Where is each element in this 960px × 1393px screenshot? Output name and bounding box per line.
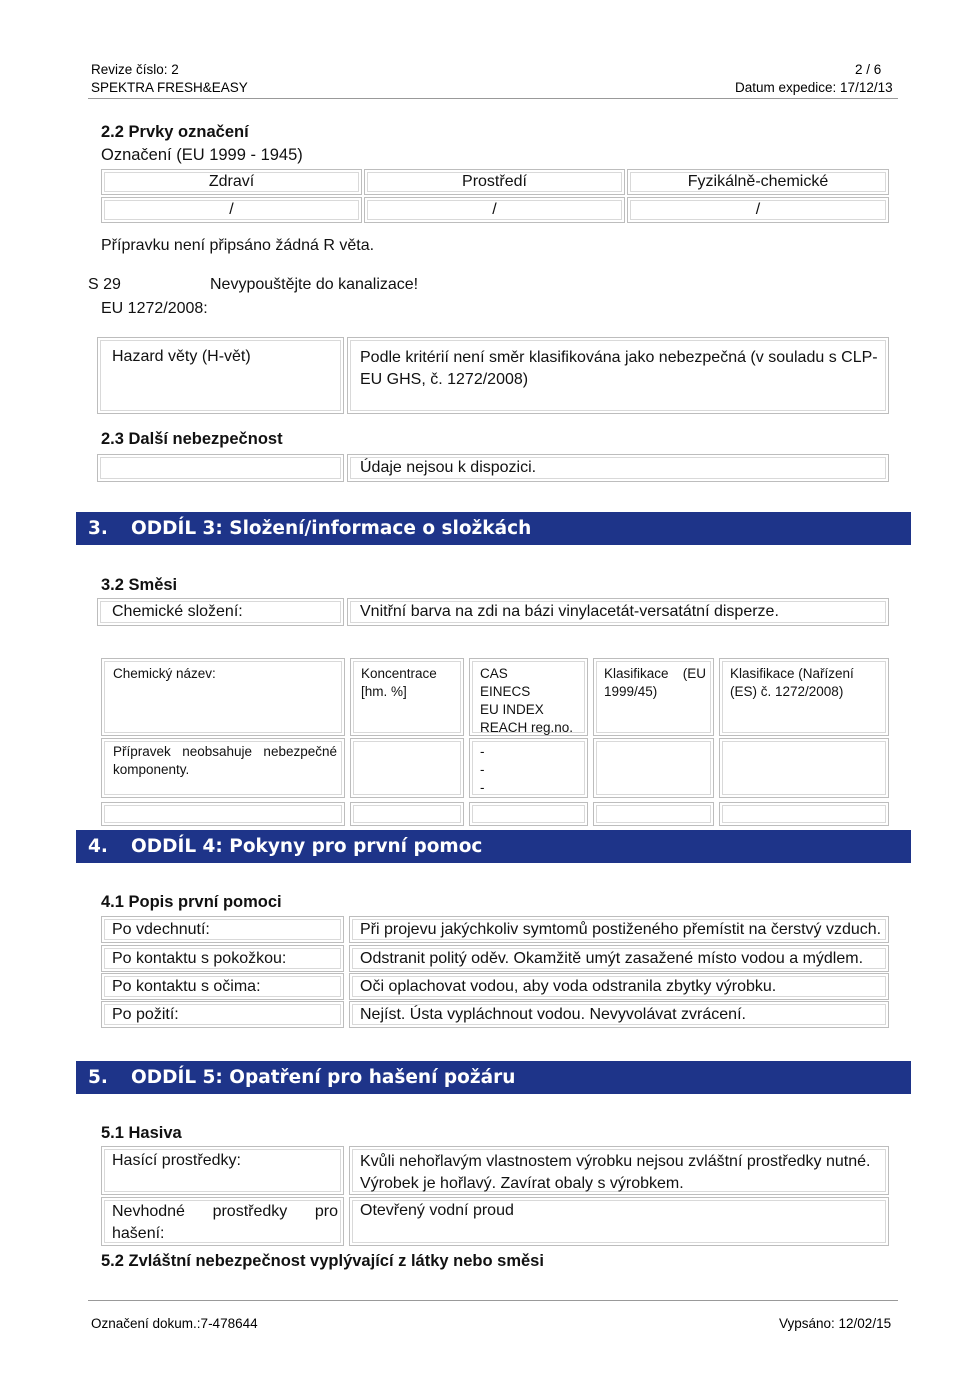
section-5-title: ODDÍL 5: Opatření pro hašení požáru	[131, 1067, 516, 1088]
issue-date: Datum expedice: 17/12/13	[735, 80, 893, 95]
td-identifiers: - - -	[480, 744, 485, 795]
td-concentration-cell	[350, 738, 464, 798]
extinguishing-media-label-cell	[101, 1146, 344, 1195]
extinguishing-media-label: Hasící prostředky:	[112, 1152, 241, 1169]
extinguishing-media-text: Kvůli nehořlavým vlastnostem výrobku nejsou zvláštní prostředky nutné. Výrobek je hořlavý. Zavírat obaly s výrobkem.	[360, 1153, 871, 1192]
hazard-statements-label: Hazard věty (H-vět)	[112, 348, 251, 365]
first-aid-inhalation-label: Po vdechnutí:	[112, 921, 210, 938]
hazard-val-health: /	[101, 197, 362, 223]
first-aid-inhalation-text: Při projevu jakýchkoliv symtomů postiženého přemístit na čerstvý vzduch.	[360, 921, 882, 938]
composition-text: Vnitřní barva na zdi na bázi vinylacetát-versatátní disperze.	[360, 603, 779, 620]
extinguishing-media-text-cell	[349, 1146, 889, 1195]
composition-text-cell	[347, 598, 889, 626]
unsuitable-media-label: Nevhodné prostředky pro hašení:	[112, 1203, 338, 1242]
section-4-header	[76, 830, 911, 863]
eu-regulation-label: EU 1272/2008:	[101, 300, 208, 317]
td-empty-1	[101, 802, 345, 826]
hazard-val-physchem: /	[627, 197, 889, 223]
th-classification-clp-cell	[719, 658, 889, 736]
th-identifiers: CAS EINECS EU INDEX REACH reg.no.	[480, 666, 574, 735]
composition-label-cell	[97, 598, 344, 626]
th-chemical-name-cell	[101, 658, 345, 736]
section-4-1-title: 4.1 Popis první pomoci	[101, 893, 282, 911]
hazard-col-environment: Prostředí	[364, 169, 625, 195]
td-empty-2	[350, 802, 464, 826]
unsuitable-media-text-cell	[349, 1197, 889, 1246]
other-hazards-label-cell	[97, 454, 344, 482]
section-3-header	[76, 512, 911, 545]
first-aid-skin-text: Odstranit politý oděv. Okamžitě umýt zasažené místo vodou a mýdlem.	[360, 950, 864, 967]
first-aid-ingestion-text-cell	[349, 1001, 889, 1028]
th-chemical-name: Chemický název:	[113, 666, 216, 681]
product-name: SPEKTRA FRESH&EASY	[91, 80, 248, 95]
section-5-header	[76, 1061, 911, 1094]
unsuitable-media-label-cell	[101, 1197, 344, 1246]
composition-label: Chemické složení:	[112, 603, 243, 620]
td-classification-eu-cell	[593, 738, 714, 798]
hazard-col-physchem: Fyzikálně-chemické	[627, 169, 889, 195]
section-5-1-title: 5.1 Hasiva	[101, 1124, 182, 1142]
th-classification-clp: Klasifikace (Nařízení (ES) č. 1272/2008)	[730, 666, 854, 699]
section-2-2-title: 2.2 Prvky označení	[101, 123, 249, 141]
first-aid-skin-label-cell	[101, 945, 344, 972]
first-aid-inhalation-text-cell	[349, 916, 889, 943]
section-3-number: 3.	[88, 518, 108, 539]
hazard-val-environment: /	[364, 197, 625, 223]
td-chemical-name-cell	[101, 738, 345, 798]
section-4-number: 4.	[88, 836, 108, 857]
section-5-number: 5.	[88, 1067, 108, 1088]
first-aid-eyes-label-cell	[101, 973, 344, 1000]
section-5-2-title: 5.2 Zvláštní nebezpečnost vyplývající z látky nebo směsi	[101, 1252, 544, 1270]
other-hazards-text-cell	[347, 454, 889, 482]
section-4-title: ODDÍL 4: Pokyny pro první pomoc	[131, 836, 483, 857]
hazard-statements-label-cell	[97, 337, 344, 414]
th-concentration-cell	[350, 658, 464, 736]
s-phrase-code: S 29	[88, 276, 121, 293]
section-3-2-title: 3.2 Směsi	[101, 576, 178, 594]
other-hazards-text: Údaje nejsou k dispozici.	[360, 459, 537, 476]
td-empty-3	[469, 802, 588, 826]
td-classification-clp-cell	[719, 738, 889, 798]
unsuitable-media-text: Otevřený vodní proud	[360, 1202, 514, 1219]
section-3-title: ODDÍL 3: Složení/informace o složkách	[131, 518, 532, 539]
first-aid-ingestion-label-cell	[101, 1001, 344, 1028]
page-number: 2 / 6	[855, 62, 882, 77]
th-concentration: Koncentrace [hm. %]	[361, 666, 437, 699]
hazard-statements-text-cell	[347, 337, 889, 414]
first-aid-eyes-label: Po kontaktu s očima:	[112, 978, 261, 995]
th-identifiers-cell	[469, 658, 588, 736]
td-identifiers-cell	[469, 738, 588, 798]
first-aid-ingestion-label: Po požití:	[112, 1006, 179, 1023]
th-classification-eu: Klasifikace (EU 1999/45)	[604, 666, 706, 699]
th-classification-eu-cell	[593, 658, 714, 736]
first-aid-ingestion-text: Nejíst. Ústa vypláchnout vodou. Nevyvolávat zvrácení.	[360, 1006, 746, 1023]
td-empty-4	[593, 802, 714, 826]
labeling-subtitle: Označení (EU 1999 - 1945)	[101, 146, 303, 164]
document-reference: Označení dokum.:7-478644	[91, 1316, 258, 1331]
section-2-3-title: 2.3 Další nebezpečnost	[101, 430, 283, 448]
header-rule	[88, 98, 898, 99]
hazard-statements-text: Podle kritérií není směr klasifikována jako nebezpečná (v souladu s CLP-EU GHS, č. 1272/2008)	[360, 349, 878, 388]
hazard-col-health: Zdraví	[101, 169, 362, 195]
first-aid-eyes-text-cell	[349, 973, 889, 1000]
td-chemical-name: Přípravek neobsahuje nebezpečné komponenty.	[113, 744, 337, 777]
first-aid-eyes-text: Oči oplachovat vodou, aby voda odstranila zbytky výrobku.	[360, 978, 777, 995]
td-empty-5	[719, 802, 889, 826]
first-aid-skin-text-cell	[349, 945, 889, 972]
printed-date: Vypsáno: 12/02/15	[779, 1316, 892, 1331]
s-phrase-text: Nevypouštějte do kanalizace!	[210, 276, 419, 293]
revision-number: Revize číslo: 2	[91, 62, 179, 77]
first-aid-inhalation-label-cell	[101, 916, 344, 943]
first-aid-skin-label: Po kontaktu s pokožkou:	[112, 950, 287, 967]
footer-rule	[88, 1300, 898, 1301]
r-phrase-note: Přípravku není připsáno žádná R věta.	[101, 237, 375, 254]
